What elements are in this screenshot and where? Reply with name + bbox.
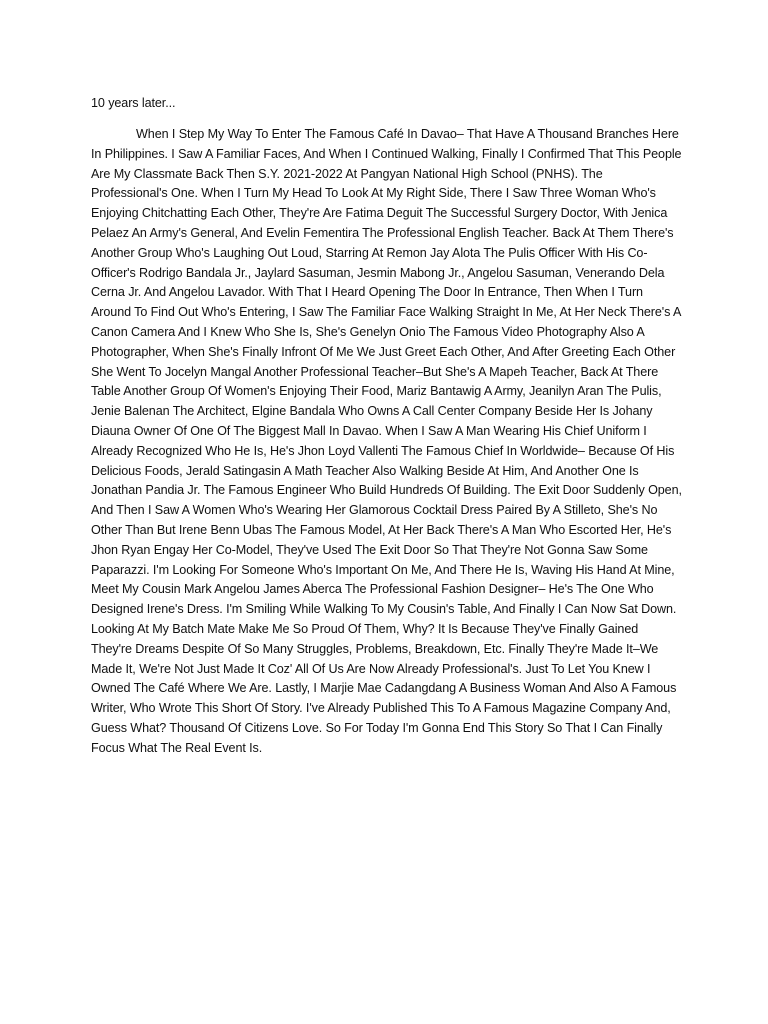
story-paragraph: When I Step My Way To Enter The Famous Café In Davao– That Have A Thousand Branches Here In Philippines. I Saw A Familiar Faces, And When I Continued Walking, Finally I Confirmed That This People Are My Classmate Back Then S.Y. 2021-2022 At Pangyan National High School (PNHS). The Professional's One. When I Turn My Head To Look At My Right Side, There I Saw Three Woman Who's Enjoying Chitchatting Each Other, They're Are Fatima Deguit The Successful Surgery Doctor, With Jenica Pelaez An Army's General, And Evelin Fementira The Professional English Teacher. Back At Them There's Another Group Who's Laughing Out Loud, Starring At Remon Jay Alota The Pulis Officer With His Co-Officer's Rodrigo Bandala Jr., Jaylard Sasuman, Jesmin Mabong Jr., Angelou Sasuman, Venerando Dela Cerna Jr. And Angelou Lavador. With That I Heard Opening The Door In Entrance, Then When I Turn Around To Find Out Who's Entering, I Saw The Familiar Face Walking Straight In Me, At Her Neck There's A Canon Camera And I Knew Who She Is, She's Genelyn Onio The Famous Video Photography Also A Photographer, When She's Finally Infront Of Me We Just Greet Each Other, And After Greeting Each Other She Went To Jocelyn Mangal Another Professional Teacher–But She's A Mapeh Teacher, Back At There Table Another Group Of Women's Enjoying Their Food, Mariz Bantawig A Army, Jeanilyn Aran The Pulis, Jenie Balenan The Architect, Elgine Bandala Who Owns A Call Center Company Beside Her Is Johany Diauna Owner Of One Of The Biggest Mall In Davao. When I Saw A Man Wearing His Chief Uniform I Already Recognized Who He Is, He's Jhon Loyd Vallenti The Famous Chief In Worldwide– Because Of His Delicious Foods, Jerald Satingasin A Math Teacher Also Walking Beside At Him, And Another One Is Jonathan Pandia Jr. The Famous Engineer Who Build Hundreds Of Building. The Exit Door Suddenly Open, And Then I Saw A Women Who's Wearing Her Glamorous Cocktail Dress Paired By A Stilleto, She's No Other Than But Irene Benn Ubas The Famous Model, At Her Back There's A Man Who Escorted Her, He's Jhon Ryan Engay Her Co-Model, They've Used The Exit Door So That They're Not Gonna Saw Some Paparazzi. I'm Looking For Someone Who's Important On Me, And There He Is, Waving His Hand At Mine, Meet My Cousin Mark Angelou James Aberca The Professional Fashion Designer– He's The One Who Designed Irene's Dress. I'm Smiling While Walking To My Cousin's Table, And Finally I Can Now Sat Down. Looking At My Batch Mate Make Me So Proud Of Them, Why? It Is Because They've Finally Gained They're Dreams Despite Of So Many Struggles, Problems, Breakdown, Etc. Finally They're Made It–We Made It, We're Not Just Made It Coz' All Of Us Are Now Already Professional's. Just To Let You Knew I Owned The Café Where We Are. Lastly, I Marjie Mae Cadangdang A Business Woman And Also A Famous Writer, Who Wrote This Short Of Story. I've Already Published This To A Famous Magazine Company And, Guess What? Thousand Of Citizens Love. So For Today I'm Gonna End This Story So That I Can Finally Focus What The Real Event Is.	[91, 127, 682, 755]
document-heading: 10 years later...	[91, 96, 176, 110]
